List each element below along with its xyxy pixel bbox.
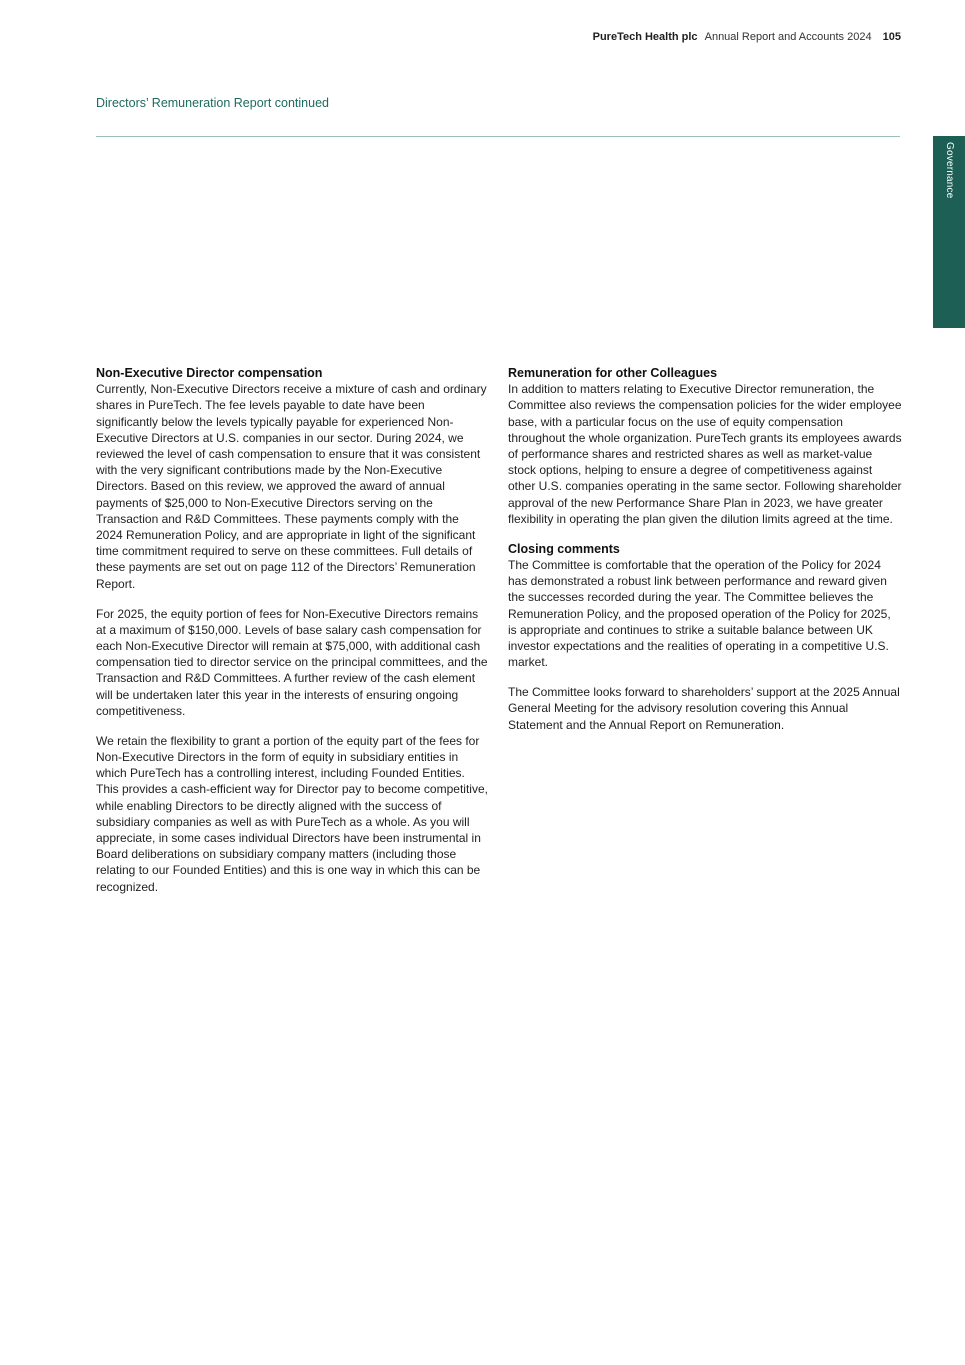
- right-column: [508, 365, 902, 747]
- governance-side-tab[interactable]: [933, 136, 965, 328]
- closing-comments-heading: Closing comments: [508, 541, 620, 556]
- ned-paragraph-2: For 2025, the equity portion of fees for Non-Executive Directors remains at a maximum of $150,000. Levels of base salary cash compensation for each Non-Executive Director will remain at $75,000, with additional cash compensation tied to director service on the principal committees, and the Transaction and R&D Committees. A further review of the cash element will be undertaken later this year in the interests of ensuring ongoing competitiveness.: [96, 606, 488, 718]
- company-name: PureTech Health plc: [592, 31, 698, 43]
- colleagues-remuneration-heading: Remuneration for other Colleagues: [508, 366, 718, 380]
- report-title: Annual Report and Accounts 2024: [704, 31, 872, 43]
- page-number: 105: [882, 31, 901, 43]
- closing-paragraph-1: The Committee is comfortable that the operation of the Policy for 2024 has demonstrated a robust link between performance and reward given the successes recorded during the year. The Committee believes the Remuneration Policy, and the proposed operation of the Policy for 2025, is appropriate and continues to strike a suitable balance between UK investor expectations and the realities of operating in a competitive U.S. market.: [508, 558, 891, 670]
- colleagues-remuneration-paragraph: In addition to matters relating to Executive Director remuneration, the Committee also reviews the compensation policies for the wider employee base, with a particular focus on the use of equity compensation throughout the whole organization. PureTech grants its employees awards of performance shares and restricted shares as well as market-value stock options, helping to ensure a degree of competitiveness against other U.S. companies operating in the same sector. Following shareholder approval of the new Performance Share Plan in 2023, we have greater flexibility in operating the plan given the dilution limits agreed at the time.: [508, 382, 902, 526]
- ned-paragraph-3: We retain the flexibility to grant a portion of the equity part of the fees for Non-Executive Directors in the form of equity in subsidiary entities in which PureTech has a controlling interest, including Founded Entities. This provides a cash-efficient way for Director pay to become competitive, while enabling Directors to be directly aligned with the success of subsidiary companies as well as with PureTech as a whole. As you will appreciate, in some cases individual Directors have been instrumental in Board deliberations on subsidiary company matters (including those relating to our Founded Entities) and this is one way in which this can be recognized.: [96, 733, 488, 894]
- running-header: [593, 30, 901, 44]
- ned-paragraph-1: Currently, Non-Executive Directors receive a mixture of cash and ordinary shares in PureTech. The fee levels payable to date have been significantly below the levels typically payable for experienced Non-Executive Directors at U.S. companies in our sector. During 2024, we reviewed the level of cash compensation to ensure that it was consistent with the very significant contributions made by the Non-Executive Directors. Based on this review, we approved the award of annual payments of $25,000 to Non-Executive Directors serving on the Transaction and R&D Committees. These payments comply with the 2024 Remuneration Policy, and are appropriate in light of the significant time commitment required to serve on these committees. Full details of these payments are set out on page 112 of the Directors’ Remuneration Report.: [96, 382, 487, 591]
- section-title: Directors’ Remuneration Report continued: [96, 96, 329, 110]
- side-tab-label: Governance: [944, 142, 955, 199]
- header-divider: [96, 136, 900, 137]
- left-column: [96, 365, 488, 909]
- ned-compensation-heading: Non-Executive Director compensation: [96, 366, 323, 380]
- closing-paragraph-2: The Committee looks forward to shareholders’ support at the 2025 Annual General Meeting for the advisory resolution covering this Annual Statement and the Annual Report on Remuneration.: [508, 685, 900, 732]
